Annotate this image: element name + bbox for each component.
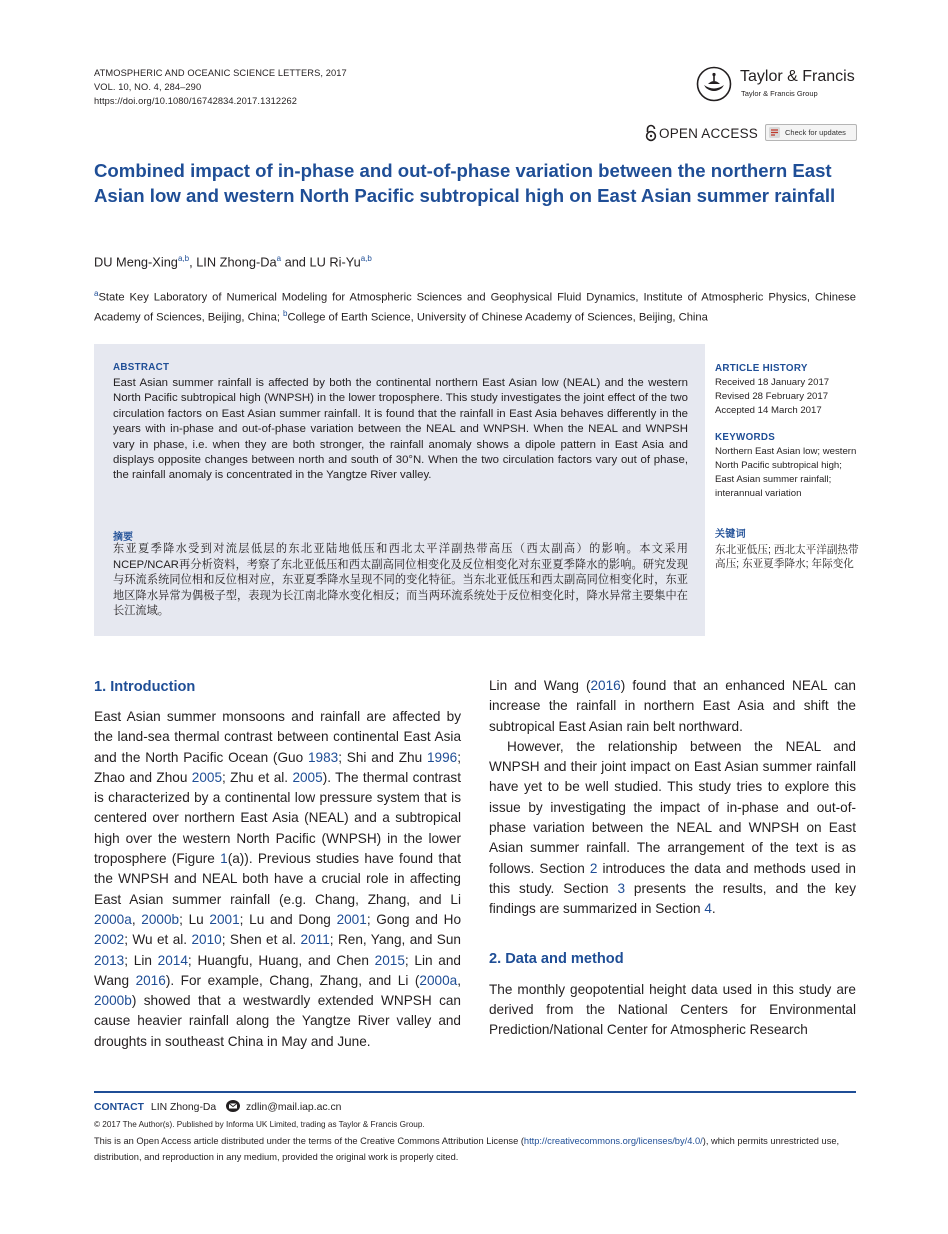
author-name: LIN Zhong-Da (196, 254, 277, 270)
text-run: ; Lin (124, 952, 158, 968)
contact-email[interactable]: zdlin@mail.iap.ac.cn (245, 1102, 342, 1113)
text-run: ; Ren, Yang, and Sun (329, 932, 461, 948)
abstract-heading: ABSTRACT (113, 362, 170, 373)
email-icon (226, 1100, 240, 1112)
contact-line (94, 1100, 341, 1113)
text-run: ; Lu (179, 911, 210, 927)
citation-link[interactable]: 2010 (191, 932, 222, 948)
text-run: ). The thermal contrast is characterized by a continental low pressure system that is centered over northern East Asia (NEAL) and a subtropical high over the western North Pacific (WNPSH) in the lower troposphere (Figure (94, 769, 461, 867)
abstract-text: East Asian summer rainfall is affected by both the continental northern East Asian low (NEAL) and the western North Pacific subtropical high (WNPSH) in the lower troposphere. This study investigates the joint effect of the two circulation factors on East Asian summer rainfall. It is found that the rainfall in East Asia behaves differently in the years with in-phase and out-of-phase variation between the NEAL and WNPSH. When the NEAL and WNPSH vary in phase, i.e. when they are both stronger, the rainfall anomaly shows a dipole pattern in East Asia and displays opposite changes between north and south of 30°N. When the two circulation factors vary out of phase, the rainfall anomaly is concentrated in the Yangtze River valley. (113, 377, 688, 482)
contact-name: LIN Zhong-Da (150, 1102, 217, 1113)
citation-link[interactable]: 2000b (94, 993, 132, 1009)
contact-label: CONTACT (94, 1102, 145, 1113)
text-run: (a)). Previous studies have found that the WNPSH and NEAL both have a crucial role in affecting East Asian summer rainfall (e.g. Chang, Zhang, and Li (94, 851, 461, 907)
author-affiliation-sup: a,b (360, 254, 372, 263)
citation-link[interactable]: 1996 (426, 749, 458, 765)
article-title: Combined impact of in-phase and out-of-phase variation between the northern East Asian low and western North Pacific subtropical high on East Asian summer rainfall (94, 160, 836, 206)
citation-link[interactable]: 2013 (94, 952, 125, 968)
citation-link[interactable]: 2005 (191, 769, 223, 785)
footer-rule (94, 1091, 856, 1093)
article-history-heading: ARTICLE HISTORY (715, 363, 808, 374)
text-run: , (131, 911, 142, 927)
journal-name: ATMOSPHERIC AND OCEANIC SCIENCE LETTERS, 2017 (94, 68, 347, 78)
section-1-paragraph-3 (489, 737, 856, 920)
right-column (489, 676, 856, 1040)
left-column (94, 676, 461, 1052)
text-run: ; Lu and Dong (239, 911, 337, 927)
section-gap (489, 920, 856, 948)
zh-keywords (715, 528, 860, 572)
author-name: DU Meng-Xing (94, 254, 178, 270)
received-date: Received 18 January 2017 (715, 377, 830, 388)
section-1-paragraph-2 (489, 676, 856, 737)
keywords-text: Northern East Asian low; western North Pacific subtropical high; East Asian summer rainfall; interannual variation (715, 446, 857, 499)
citation-link[interactable]: 1 (220, 851, 228, 867)
text-run: . (711, 901, 716, 917)
keywords (715, 431, 860, 501)
doi-link[interactable]: https://doi.org/10.1080/16742834.2017.1312262 (94, 96, 298, 106)
text-run: ; Zhu et al. (222, 769, 293, 785)
tf-logo-icon (696, 66, 732, 102)
zh-keywords-text: 东北亚低压; 西北太平洋副热带高压; 东亚夏季降水; 年际变化 (715, 543, 859, 570)
text-run: , (457, 972, 461, 988)
license-pre: This is an Open Access article distributed under the terms of the Creative Commons Attribution License ( (94, 1136, 524, 1146)
author-name: LU Ri-Yu (309, 254, 361, 270)
text-run: ; Gong and Ho (366, 911, 462, 927)
citation-link[interactable]: 2000a (419, 972, 458, 988)
text-run: ; Shi and Zhu (338, 749, 427, 765)
journal-info (94, 66, 347, 108)
text-run: ; Shen et al. (221, 932, 301, 948)
text-run: ) found that an enhanced NEAL can increase the rainfall in northern East Asia and shift the subtropical East Asian rain belt northward. (489, 678, 856, 734)
text-run: East Asian summer monsoons and rainfall are affected by the land-sea thermal contrast between continental East Asia and the North Pacific Ocean (Guo (94, 709, 461, 765)
text-run: ) showed that a westwardly extended WNPSH can cause heavier rainfall along the Yangtze River valley and droughts in southeast China in May and June. (94, 993, 461, 1049)
license-link[interactable]: http://creativecommons.org/licenses/by/4.0/ (523, 1136, 703, 1146)
citation-link[interactable]: 2016 (590, 678, 621, 693)
publisher-name: Taylor & Francis (740, 68, 855, 85)
section-2-heading: 2. Data and method (489, 950, 624, 967)
open-access-lock-icon (644, 124, 658, 142)
open-access-row (644, 124, 858, 144)
section-1-heading: 1. Introduction (94, 679, 196, 695)
text-run: ; Huangfu, Huang, and Chen (187, 952, 375, 968)
section-2-paragraph-1: The monthly geopotential height data used in this study are derived from the National Centers for Environmental Prediction/National Center for Atmospheric Research (489, 981, 856, 1038)
citation-link[interactable]: 1983 (307, 749, 339, 765)
license-text (94, 1134, 856, 1165)
text-run: introduces the data and methods used in this study. Section (489, 860, 856, 896)
accepted-date: Accepted 14 March 2017 (715, 405, 822, 416)
journal-volume: VOL. 10, NO. 4, 284–290 (94, 82, 202, 92)
author-separator: , (189, 254, 197, 270)
citation-link[interactable]: 2005 (292, 769, 323, 785)
publisher-logo[interactable] (696, 66, 858, 106)
author-list (94, 254, 372, 269)
citation-link[interactable]: 2016 (135, 972, 166, 988)
citation-link[interactable]: 2011 (300, 932, 330, 948)
keywords-heading: KEYWORDS (715, 432, 776, 443)
abstract-zh-heading: 摘要 (113, 532, 133, 543)
check-updates-button[interactable] (765, 124, 857, 141)
citation-link[interactable]: 4 (704, 901, 712, 917)
abstract-box (94, 344, 705, 636)
publisher-group: Taylor & Francis Group (741, 89, 818, 98)
section-1-paragraph-1 (94, 707, 461, 1052)
zh-keywords-heading: 关键词 (715, 529, 746, 540)
check-updates-label: Check for updates (785, 128, 846, 137)
open-access-label: OPEN ACCESS (659, 126, 758, 141)
author-affiliation-sup: a (276, 254, 282, 263)
text-run: presents the results, and the key findings are summarized in Section (489, 880, 856, 917)
affiliation-a: State Key Laboratory of Numerical Modeling for Atmospheric Sciences and Geophysical Fluid Dynamics, Institute of Atmospheric Physics, Chinese Academy of Sciences, Beijing, China; (94, 291, 856, 324)
author-separator: and (281, 254, 310, 270)
license-post: ), which permits unrestricted use, distribution, and reproduction in any medium, provided the original work is properly cited. (94, 1136, 840, 1162)
citation-link[interactable]: 2015 (374, 952, 405, 968)
affiliation-a-sup: a (94, 289, 99, 298)
abstract-zh-text: 东亚夏季降水受到对流层低层的东北亚陆地低压和西北太平洋副热带高压（西太副高）的影响。本文采用NCEP/NCAR再分析资料，考察了东北亚低压和西太副高同位相变化及反位相变化对东亚夏季降水的影响。研究发现与环流系统同位相和反位相对应，东亚夏季降水呈现不同的变化特征。当东北亚低压和西太副高同位相变化时，东亚地区降水异常为偶极子型，表现为长江南北降水变化相反；而当两环流系统处于反位相变化时，降水异常主要集中在长江流域。 (113, 543, 688, 618)
author-affiliation-sup: a,b (177, 254, 190, 263)
text-run: Lin and Wang ( (489, 678, 591, 693)
citation-link[interactable]: 2014 (157, 952, 188, 968)
citation-link[interactable]: 2001 (209, 911, 240, 927)
affiliation-b-sup: b (283, 308, 288, 318)
text-run: ; Lin and Wang (94, 952, 461, 988)
affiliation-b: College of Earth Science, University of Chinese Academy of Sciences, Beijing, China (287, 311, 708, 324)
citation-link[interactable]: 3 (617, 880, 626, 896)
citation-link[interactable]: 2000b (141, 911, 180, 927)
text-run: ). For example, Chang, Zhang, and Li ( (165, 972, 420, 988)
text-run: However, the relationship between the NEAL and WNPSH and their joint impact on East Asian summer rainfall have yet to be well studied. This study tries to explore this issue by investigating the impact of in-phase and out-of-phase variation between the NEAL and WNPSH on East Asian summer rainfall. The arrangement of the text is as follows. Section (489, 738, 856, 876)
citation-link[interactable]: 2001 (336, 911, 367, 927)
citation-link[interactable]: 2 (589, 860, 598, 876)
affiliations (94, 286, 856, 325)
revised-date: Revised 28 February 2017 (715, 391, 829, 402)
text-run: ; Wu et al. (124, 932, 192, 948)
text-run: ; Zhao and Zhou (94, 749, 461, 785)
citation-link[interactable]: 2000a (94, 911, 132, 927)
check-updates-icon (769, 127, 780, 138)
citation-link[interactable]: 2002 (94, 932, 125, 948)
copyright: © 2017 The Author(s). Published by Informa UK Limited, trading as Taylor & Francis Group. (94, 1120, 425, 1129)
article-history (715, 362, 860, 418)
